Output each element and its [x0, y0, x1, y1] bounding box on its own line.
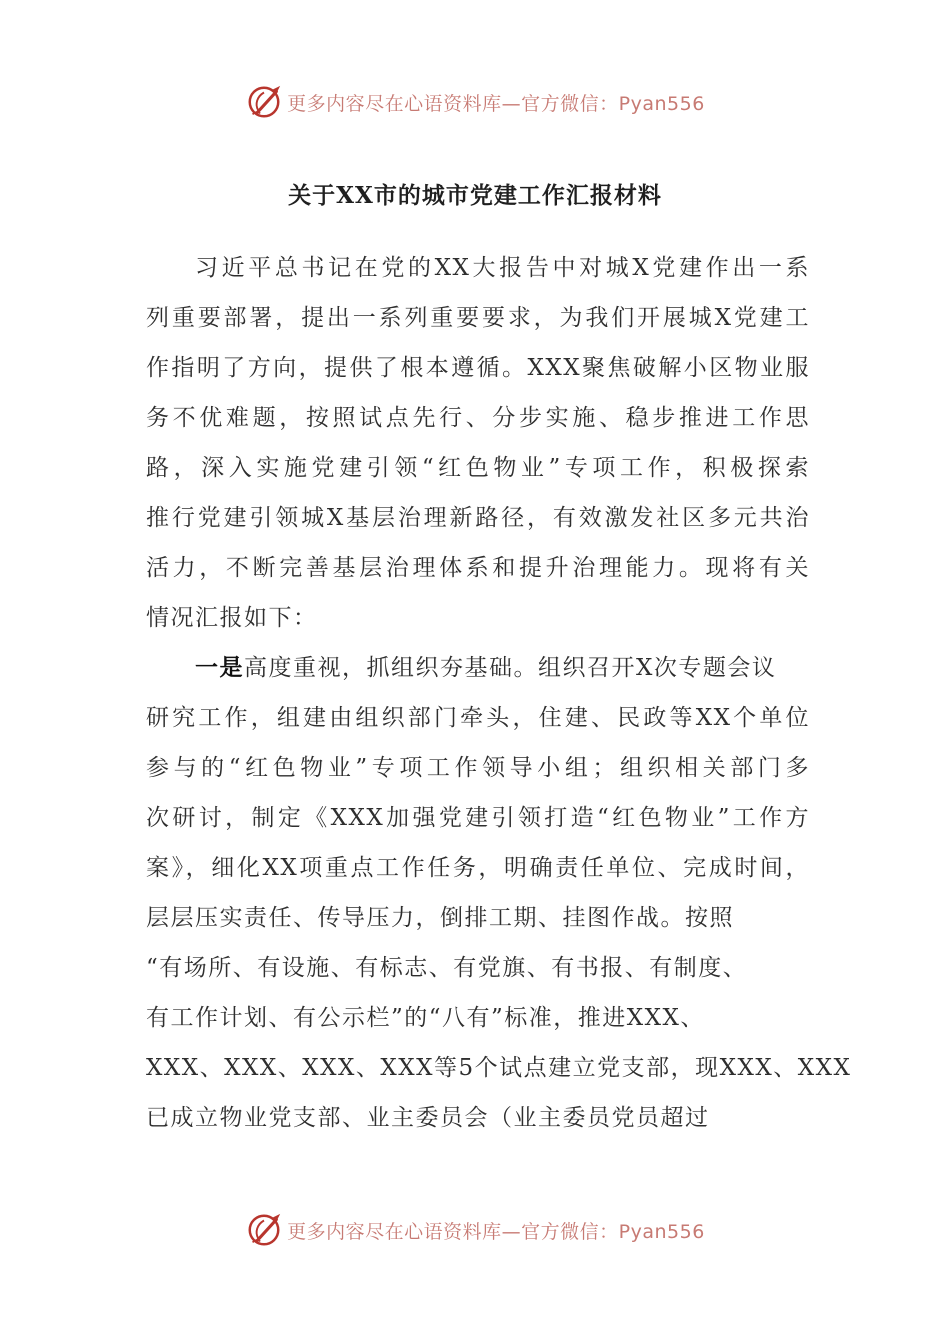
text-line-first: [195, 653, 810, 683]
text-line: 路，深入实施党建引领“红色物业”专项工作，积极探索: [146, 455, 810, 481]
text-line: 情况汇报如下：: [146, 605, 318, 631]
text-line: 参与的“红色物业”专项工作领导小组；组织相关部门多: [146, 755, 810, 781]
text-line: 推行党建引领城X基层治理新路径，有效激发社区多元共治: [146, 505, 810, 531]
watermark-banner-top: [0, 80, 950, 124]
text-line: 研究工作，组建由组织部门牵头，住建、民政等XX个单位: [146, 705, 810, 731]
text-line: 作指明了方向，提供了根本遵循。XXX聚焦破解小区物业服: [146, 355, 810, 381]
text-line: 有工作计划、有公示栏”的“八有”标准，推进XXX、: [146, 1005, 705, 1031]
watermark-text: 更多内容尽在心语资料库—官方微信：Pyan556: [287, 92, 705, 115]
text-line: 习近平总书记在党的XX大报告中对城X党建作出一系: [195, 255, 810, 281]
section-lead-bold: 一是: [195, 654, 244, 681]
text-line: 层层压实责任、传导压力，倒排工期、挂图作战。按照: [146, 905, 734, 931]
watermark-text: 更多内容尽在心语资料库—官方微信：Pyan556: [287, 1220, 705, 1243]
section-first-line-text: 高度重视，抓组织夯基础。组织召开X次专题会议: [244, 655, 777, 681]
text-line: 案》，细化XX项重点工作任务，明确责任单位、完成时间，: [146, 855, 810, 881]
text-line: “有场所、有设施、有标志、有党旗、有书报、有制度、: [146, 955, 748, 981]
text-line: 列重要部署，提出一系列重要要求，为我们开展城X党建工: [146, 305, 810, 331]
watermark-banner-bottom: [0, 1208, 950, 1252]
pen-logo-icon: [245, 1211, 283, 1249]
pen-logo-icon: [245, 83, 283, 121]
text-line: 活力，不断完善基层治理体系和提升治理能力。现将有关: [146, 555, 810, 581]
text-line: 务不优难题，按照试点先行、分步实施、稳步推进工作思: [146, 405, 810, 431]
text-line: XXX、XXX、XXX、XXX等5个试点建立党支部，现XXX、XXX: [146, 1055, 852, 1081]
document-title: 关于XX市的城市党建工作汇报材料: [288, 182, 662, 209]
text-line: 已成立物业党支部、业主委员会（业主委员党员超过: [146, 1105, 710, 1131]
text-line: 次研讨，制定《XXX加强党建引领打造“红色物业”工作方: [146, 805, 810, 831]
